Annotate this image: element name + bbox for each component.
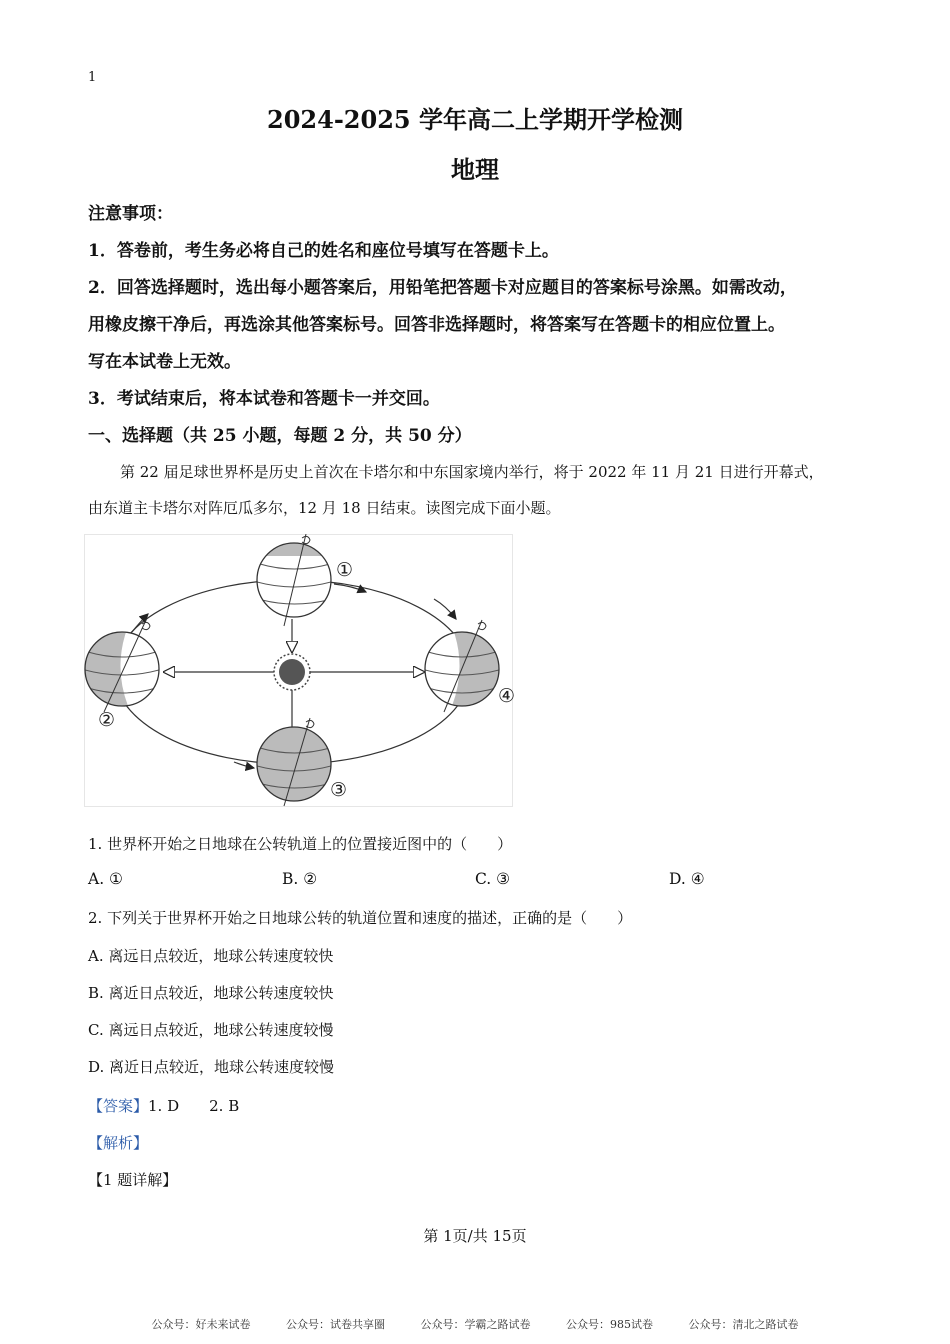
- label-4: ④: [498, 685, 516, 707]
- q2-option-b: B. 离近日点较近，地球公转速度较快: [88, 984, 334, 1002]
- section-heading: 一、选择题（共 25 小题，每题 2 分，共 50 分）: [88, 426, 472, 446]
- label-1: ①: [336, 559, 354, 581]
- q2-option-a: A. 离远日点较近，地球公转速度较快: [88, 947, 334, 965]
- label-2: ②: [98, 709, 116, 731]
- q2-option-c: C. 离远日点较近，地球公转速度较慢: [88, 1021, 334, 1039]
- answer-text: 1. D 2. B: [148, 1097, 240, 1115]
- note-item-1: 1．答卷前，考生务必将自己的姓名和座位号填写在答题卡上。: [88, 241, 559, 261]
- q1-stem: 1. 世界杯开始之日地球在公转轨道上的位置接近图中的（ ）: [88, 835, 513, 853]
- answer-line: [88, 1095, 239, 1116]
- note-item-2-end: 写在本试卷上无效。: [88, 352, 241, 372]
- q1-option-d: D. ④: [669, 870, 705, 888]
- q2-stem: 2. 下列关于世界杯开始之日地球公转的轨道位置和速度的描述，正确的是（ ）: [88, 909, 633, 927]
- q2-option-d: D. 离近日点较近，地球公转速度较慢: [88, 1058, 335, 1076]
- note-item-2-cont: 用橡皮擦干净后，再选涂其他答案标号。回答非选择题时，将答案写在答题卡的相应位置上。: [88, 315, 785, 335]
- ad-2: 公众号：试卷共享圈: [286, 1318, 385, 1331]
- label-3: ③: [330, 779, 348, 801]
- exam-title: 2024-2025 学年高二上学期开学检测: [267, 105, 683, 134]
- q1-option-b: B. ②: [282, 870, 318, 888]
- exam-subject: 地理: [451, 155, 499, 184]
- analysis-tag: 【解析】: [88, 1134, 149, 1152]
- q1-detail-heading: 【1 题详解】: [88, 1171, 178, 1189]
- ad-3: 公众号：学霸之路试卷: [420, 1318, 531, 1331]
- ad-4: 公众号：985试卷: [566, 1318, 653, 1331]
- page-footer: 第 1页/共 15页: [423, 1227, 527, 1245]
- notes-heading: 注意事项：: [88, 204, 173, 224]
- orbit-diagram: [84, 534, 516, 808]
- note-item-2: 2．回答选择题时，选出每小题答案后，用铅笔把答题卡对应题目的答案标号涂黑。如需改动，: [88, 278, 797, 298]
- sun-icon: [274, 654, 310, 690]
- note-item-3: 3．考试结束后，将本试卷和答题卡一并交回。: [88, 389, 440, 409]
- passage-line-1: 第 22 届足球世界杯是历史上首次在卡塔尔和中东国家境内举行，将于 2022 年 11 月 21 日进行开幕式，: [120, 463, 824, 481]
- page-marker: 1: [88, 70, 97, 85]
- ad-1: 公众号：好未来试卷: [151, 1318, 251, 1331]
- answer-tag: 【答案】: [88, 1097, 149, 1115]
- q1-option-a: A. ①: [88, 870, 123, 888]
- ad-5: 公众号：清北之路试卷: [688, 1318, 799, 1331]
- q1-option-c: C. ③: [475, 870, 511, 888]
- footer-ads: [0, 1316, 950, 1332]
- passage-line-2: 由东道主卡塔尔对阵厄瓜多尔，12 月 18 日结束。读图完成下面小题。: [88, 499, 561, 517]
